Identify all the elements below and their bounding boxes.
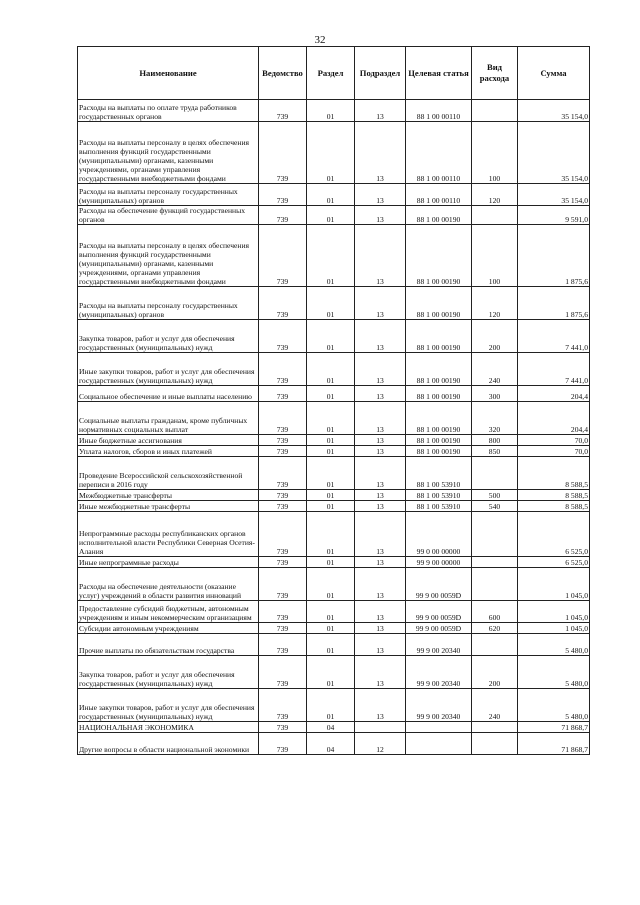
cell-subsection: 13 xyxy=(355,206,406,225)
table-row xyxy=(78,287,590,320)
cell-section: 01 xyxy=(307,634,355,656)
table-row xyxy=(78,353,590,386)
cell-sum: 8 588,5 xyxy=(518,457,590,490)
cell-subsection: 12 xyxy=(355,733,406,755)
cell-section: 01 xyxy=(307,623,355,634)
cell-exptype: 200 xyxy=(472,320,518,353)
cell-subsection: 13 xyxy=(355,634,406,656)
table-row xyxy=(78,512,590,557)
cell-dept: 739 xyxy=(259,722,307,733)
header-sum: Сумма xyxy=(518,47,590,100)
cell-sum: 8 588,5 xyxy=(518,501,590,512)
cell-sum: 204,4 xyxy=(518,402,590,435)
cell-section: 01 xyxy=(307,100,355,122)
cell-section: 01 xyxy=(307,320,355,353)
cell-exptype: 100 xyxy=(472,122,518,184)
cell-sum: 70,0 xyxy=(518,446,590,457)
cell-exptype xyxy=(472,568,518,601)
cell-target: 99 9 00 20340 xyxy=(406,634,472,656)
cell-sum: 35 154,0 xyxy=(518,100,590,122)
cell-section: 01 xyxy=(307,457,355,490)
cell-exptype xyxy=(472,634,518,656)
cell-exptype: 320 xyxy=(472,402,518,435)
cell-name: Расходы на обеспечение функций государственных органов xyxy=(78,206,259,225)
cell-target: 88 1 00 00190 xyxy=(406,225,472,287)
cell-name: Закупка товаров, работ и услуг для обеспечения государственных (муниципальных) нужд xyxy=(78,656,259,689)
cell-section: 01 xyxy=(307,386,355,402)
cell-subsection: 13 xyxy=(355,501,406,512)
cell-section: 01 xyxy=(307,435,355,446)
cell-section: 01 xyxy=(307,568,355,601)
cell-name: Иные закупки товаров, работ и услуг для обеспечения государственных (муниципальных) нужд xyxy=(78,689,259,722)
cell-subsection: 13 xyxy=(355,184,406,206)
table-row xyxy=(78,184,590,206)
cell-name: Расходы на выплаты персоналу в целях обеспечения выполнения функций государственными (муниципальными) органами, казенными учреждениями, органами управления государственными внебюджетными фондами xyxy=(78,225,259,287)
cell-section: 01 xyxy=(307,206,355,225)
cell-section: 01 xyxy=(307,225,355,287)
cell-dept: 739 xyxy=(259,320,307,353)
cell-target: 88 1 00 00110 xyxy=(406,122,472,184)
cell-subsection: 13 xyxy=(355,689,406,722)
cell-sum: 1 045,0 xyxy=(518,623,590,634)
table-row xyxy=(78,320,590,353)
cell-sum: 9 591,0 xyxy=(518,206,590,225)
cell-target xyxy=(406,733,472,755)
cell-name: Расходы на выплаты персоналу государственных (муниципальных) органов xyxy=(78,184,259,206)
cell-target xyxy=(406,722,472,733)
cell-exptype xyxy=(472,100,518,122)
cell-name: Закупка товаров, работ и услуг для обеспечения государственных (муниципальных) нужд xyxy=(78,320,259,353)
cell-target: 99 9 00 0059D xyxy=(406,568,472,601)
cell-section: 04 xyxy=(307,722,355,733)
cell-name: Расходы на выплаты персоналу в целях обеспечения выполнения функций государственными (муниципальными) органами, казенными учреждениями, органами управления государственными внебюджетными фондами xyxy=(78,122,259,184)
cell-name: Другие вопросы в области национальной экономики xyxy=(78,733,259,755)
cell-exptype: 540 xyxy=(472,501,518,512)
cell-target: 88 1 00 00190 xyxy=(406,402,472,435)
cell-target: 88 1 00 00190 xyxy=(406,320,472,353)
cell-sum: 6 525,0 xyxy=(518,512,590,557)
cell-dept: 739 xyxy=(259,623,307,634)
cell-section: 01 xyxy=(307,501,355,512)
cell-target: 88 1 00 00190 xyxy=(406,206,472,225)
cell-target: 88 1 00 00190 xyxy=(406,446,472,457)
cell-exptype: 850 xyxy=(472,446,518,457)
cell-section: 04 xyxy=(307,733,355,755)
table-row xyxy=(78,568,590,601)
cell-name: НАЦИОНАЛЬНАЯ ЭКОНОМИКА xyxy=(78,722,259,733)
cell-subsection: 13 xyxy=(355,568,406,601)
cell-name: Расходы на выплаты по оплате труда работников государственных органов xyxy=(78,100,259,122)
cell-section: 01 xyxy=(307,490,355,501)
cell-dept: 739 xyxy=(259,206,307,225)
table-row xyxy=(78,457,590,490)
table-row xyxy=(78,446,590,457)
cell-subsection: 13 xyxy=(355,512,406,557)
cell-subsection: 13 xyxy=(355,623,406,634)
cell-subsection: 13 xyxy=(355,100,406,122)
header-section: Раздел xyxy=(307,47,355,100)
cell-target: 88 1 00 00190 xyxy=(406,435,472,446)
budget-table xyxy=(77,46,590,755)
cell-exptype: 200 xyxy=(472,656,518,689)
cell-sum: 70,0 xyxy=(518,435,590,446)
cell-dept: 739 xyxy=(259,501,307,512)
cell-target: 88 1 00 53910 xyxy=(406,457,472,490)
table-row xyxy=(78,623,590,634)
cell-name: Субсидии автономным учреждениям xyxy=(78,623,259,634)
cell-dept: 739 xyxy=(259,287,307,320)
cell-exptype xyxy=(472,733,518,755)
cell-exptype: 240 xyxy=(472,689,518,722)
table-body xyxy=(78,100,590,755)
cell-sum: 5 480,0 xyxy=(518,634,590,656)
cell-target: 99 9 00 00000 xyxy=(406,557,472,568)
cell-target: 88 1 00 00190 xyxy=(406,287,472,320)
cell-dept: 739 xyxy=(259,402,307,435)
cell-sum: 1 875,6 xyxy=(518,287,590,320)
table-row xyxy=(78,402,590,435)
table-row xyxy=(78,557,590,568)
cell-sum: 71 868,7 xyxy=(518,722,590,733)
cell-target: 88 1 00 00190 xyxy=(406,353,472,386)
cell-dept: 739 xyxy=(259,386,307,402)
cell-name: Социальные выплаты гражданам, кроме публичных нормативных социальных выплат xyxy=(78,402,259,435)
cell-name: Межбюджетные трансферты xyxy=(78,490,259,501)
cell-section: 01 xyxy=(307,512,355,557)
cell-dept: 739 xyxy=(259,100,307,122)
cell-exptype: 800 xyxy=(472,435,518,446)
cell-subsection: 13 xyxy=(355,557,406,568)
table-row xyxy=(78,634,590,656)
cell-dept: 739 xyxy=(259,353,307,386)
cell-dept: 739 xyxy=(259,656,307,689)
header-exptype: Вид расхода xyxy=(472,47,518,100)
cell-dept: 739 xyxy=(259,634,307,656)
cell-target: 88 1 00 00110 xyxy=(406,100,472,122)
cell-target: 88 1 00 00110 xyxy=(406,184,472,206)
table-row xyxy=(78,206,590,225)
cell-dept: 739 xyxy=(259,512,307,557)
cell-dept: 739 xyxy=(259,446,307,457)
cell-dept: 739 xyxy=(259,457,307,490)
cell-subsection xyxy=(355,722,406,733)
cell-target: 99 9 00 0059D xyxy=(406,623,472,634)
cell-exptype xyxy=(472,457,518,490)
cell-name: Расходы на обеспечение деятельности (оказание услуг) учреждений в области развития инноваций xyxy=(78,568,259,601)
cell-section: 01 xyxy=(307,557,355,568)
cell-section: 01 xyxy=(307,689,355,722)
cell-dept: 739 xyxy=(259,601,307,623)
cell-section: 01 xyxy=(307,184,355,206)
cell-subsection: 13 xyxy=(355,320,406,353)
cell-sum: 204,4 xyxy=(518,386,590,402)
cell-section: 01 xyxy=(307,122,355,184)
table-row xyxy=(78,490,590,501)
cell-name: Социальное обеспечение и иные выплаты населению xyxy=(78,386,259,402)
cell-dept: 739 xyxy=(259,733,307,755)
cell-sum: 6 525,0 xyxy=(518,557,590,568)
cell-sum: 1 045,0 xyxy=(518,568,590,601)
cell-subsection: 13 xyxy=(355,656,406,689)
cell-subsection: 13 xyxy=(355,225,406,287)
cell-name: Уплата налогов, сборов и иных платежей xyxy=(78,446,259,457)
cell-sum: 7 441,0 xyxy=(518,320,590,353)
cell-subsection: 13 xyxy=(355,435,406,446)
cell-exptype: 620 xyxy=(472,623,518,634)
cell-exptype xyxy=(472,557,518,568)
cell-exptype xyxy=(472,512,518,557)
cell-exptype xyxy=(472,206,518,225)
cell-target: 88 1 00 00190 xyxy=(406,386,472,402)
cell-sum: 7 441,0 xyxy=(518,353,590,386)
cell-name: Расходы на выплаты персоналу государственных (муниципальных) органов xyxy=(78,287,259,320)
cell-dept: 739 xyxy=(259,435,307,446)
cell-name: Прочие выплаты по обязательствам государства xyxy=(78,634,259,656)
cell-dept: 739 xyxy=(259,689,307,722)
cell-exptype: 100 xyxy=(472,225,518,287)
cell-name: Предоставление субсидий бюджетным, автономным учреждениям и иным некоммерческим организациям xyxy=(78,601,259,623)
cell-subsection: 13 xyxy=(355,353,406,386)
cell-subsection: 13 xyxy=(355,490,406,501)
cell-subsection: 13 xyxy=(355,287,406,320)
header-name: Наименование xyxy=(78,47,259,100)
table-row xyxy=(78,122,590,184)
table-row xyxy=(78,722,590,733)
cell-section: 01 xyxy=(307,402,355,435)
cell-dept: 739 xyxy=(259,490,307,501)
cell-section: 01 xyxy=(307,601,355,623)
cell-target: 99 0 00 00000 xyxy=(406,512,472,557)
cell-sum: 5 480,0 xyxy=(518,656,590,689)
cell-section: 01 xyxy=(307,287,355,320)
cell-exptype: 600 xyxy=(472,601,518,623)
cell-dept: 739 xyxy=(259,225,307,287)
cell-section: 01 xyxy=(307,656,355,689)
table-row xyxy=(78,501,590,512)
cell-subsection: 13 xyxy=(355,122,406,184)
cell-dept: 739 xyxy=(259,557,307,568)
cell-target: 99 9 00 20340 xyxy=(406,689,472,722)
cell-subsection: 13 xyxy=(355,446,406,457)
table-header-row xyxy=(78,47,590,100)
cell-target: 88 1 00 53910 xyxy=(406,501,472,512)
header-subsection: Подраздел xyxy=(355,47,406,100)
cell-sum: 8 588,5 xyxy=(518,490,590,501)
cell-section: 01 xyxy=(307,446,355,457)
table-row xyxy=(78,689,590,722)
cell-name: Иные закупки товаров, работ и услуг для обеспечения государственных (муниципальных) нужд xyxy=(78,353,259,386)
cell-sum: 71 868,7 xyxy=(518,733,590,755)
table-row xyxy=(78,656,590,689)
cell-target: 99 9 00 20340 xyxy=(406,656,472,689)
cell-dept: 739 xyxy=(259,568,307,601)
cell-sum: 5 480,0 xyxy=(518,689,590,722)
cell-sum: 1 875,6 xyxy=(518,225,590,287)
cell-sum: 1 045,0 xyxy=(518,601,590,623)
cell-target: 88 1 00 53910 xyxy=(406,490,472,501)
cell-sum: 35 154,0 xyxy=(518,122,590,184)
table-row xyxy=(78,435,590,446)
table-row xyxy=(78,100,590,122)
cell-exptype: 300 xyxy=(472,386,518,402)
cell-subsection: 13 xyxy=(355,457,406,490)
cell-exptype: 500 xyxy=(472,490,518,501)
cell-sum: 35 154,0 xyxy=(518,184,590,206)
cell-exptype: 120 xyxy=(472,184,518,206)
page-number: 32 xyxy=(314,34,326,46)
cell-section: 01 xyxy=(307,353,355,386)
header-target: Целевая статья xyxy=(406,47,472,100)
cell-exptype xyxy=(472,722,518,733)
table-row xyxy=(78,386,590,402)
cell-exptype: 120 xyxy=(472,287,518,320)
cell-target: 99 9 00 0059D xyxy=(406,601,472,623)
cell-dept: 739 xyxy=(259,122,307,184)
cell-name: Иные непрограммные расходы xyxy=(78,557,259,568)
header-dept: Ведомство xyxy=(259,47,307,100)
table-row xyxy=(78,601,590,623)
table-row xyxy=(78,225,590,287)
cell-exptype: 240 xyxy=(472,353,518,386)
cell-subsection: 13 xyxy=(355,386,406,402)
table-row xyxy=(78,733,590,755)
cell-name: Иные бюджетные ассигнования xyxy=(78,435,259,446)
cell-dept: 739 xyxy=(259,184,307,206)
cell-subsection: 13 xyxy=(355,601,406,623)
cell-name: Иные межбюджетные трансферты xyxy=(78,501,259,512)
cell-name: Непрограммные расходы республиканских органов исполнительной власти Республики Северная Осетия-Алания xyxy=(78,512,259,557)
cell-subsection: 13 xyxy=(355,402,406,435)
cell-name: Проведение Всероссийской сельскохозяйственной переписи в 2016 году xyxy=(78,457,259,490)
